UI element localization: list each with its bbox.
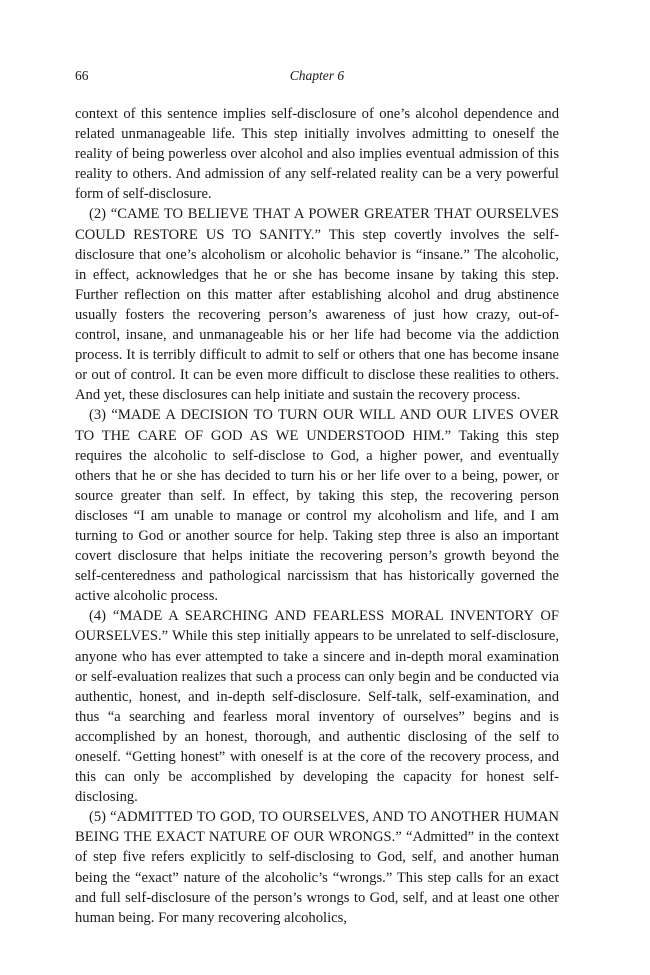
running-head bbox=[75, 66, 559, 86]
body-text bbox=[75, 104, 559, 928]
paragraph-step-2: (2) “CAME TO BELIEVE THAT A POWER GREATER THAT OURSELVES COULD RESTORE US TO SANITY.” This step covertly involves the self-disclosure that one’s alcoholism or alcoholic behavior is “insane.” The alcoholic, in effect, acknowledges that he or she has become insane by taking this step. Further reflection on this matter after establishing alcohol and drug abstinence usually fosters the recovering person’s awareness of just how crazy, out-of-control, insane, and unmanageable his or her life had become via the addiction process. It is terribly difficult to admit to self or others that one has become insane or out of control. It can be even more difficult to disclose these realities to others. And yet, these disclosures can help initiate and sustain the recovery process. bbox=[75, 206, 559, 404]
paragraph-step-5: (5) “ADMITTED TO GOD, TO OURSELVES, AND TO ANOTHER HUMAN BEING THE EXACT NATURE OF OUR WRONGS.” “Admitted” in the context of step five refers explicitly to self-disclosing to God, self, and another human being the “exact” nature of the alcoholic’s “wrongs.” This step calls for an exact and full self-disclosure of the person’s wrongs to God, self, and at least one other human being. For many recovering alcoholics, bbox=[75, 809, 559, 926]
chapter-title: Chapter 6 bbox=[289, 68, 345, 83]
paragraph-step-3: (3) “MADE A DECISION TO TURN OUR WILL AND OUR LIVES OVER TO THE CARE OF GOD AS WE UNDERSTOOD HIM.” Taking this step requires the alcoholic to self-disclose to God, a higher power, and eventually others that he or she has decided to turn his or her life over to a being, power, or source greater than self. In effect, by taking this step, the recovering person discloses “I am unable to manage or control my alcoholism and life, and I am turning to God or another source for help. Taking step three is also an important covert disclosure that helps initiate the recovering person’s growth beyond the self-centeredness and pathological narcissism that has historically governed the active alcoholic process. bbox=[75, 407, 559, 605]
paragraph-step-1-continued: context of this sentence implies self-disclosure of one’s alcohol dependence and related unmanageable life. This step initially involves admitting to oneself the reality of being powerless over alcohol and also implies eventual admission of this reality to others. And admission of any self-related reality can be a very powerful form of self-disclosure. bbox=[75, 106, 559, 203]
book-page bbox=[75, 66, 559, 928]
page-number: 66 bbox=[75, 68, 89, 83]
paragraph-step-4: (4) “MADE A SEARCHING AND FEARLESS MORAL INVENTORY OF OURSELVES.” While this step initially appears to be unrelated to self-disclosure, anyone who has ever attempted to take a sincere and in-depth moral examination or self-evaluation realizes that such a process can only begin and be conducted via authentic, honest, and in-depth self-disclosure. Self-talk, self-examination, and thus “a searching and fearless moral inventory of ourselves” begins and is accomplished by an honest, thorough, and authentic disclosing of the self to oneself. “Getting honest” with oneself is at the core of the recovery process, and this can only be accomplished by developing the capacity for honest self-disclosing. bbox=[75, 608, 559, 806]
